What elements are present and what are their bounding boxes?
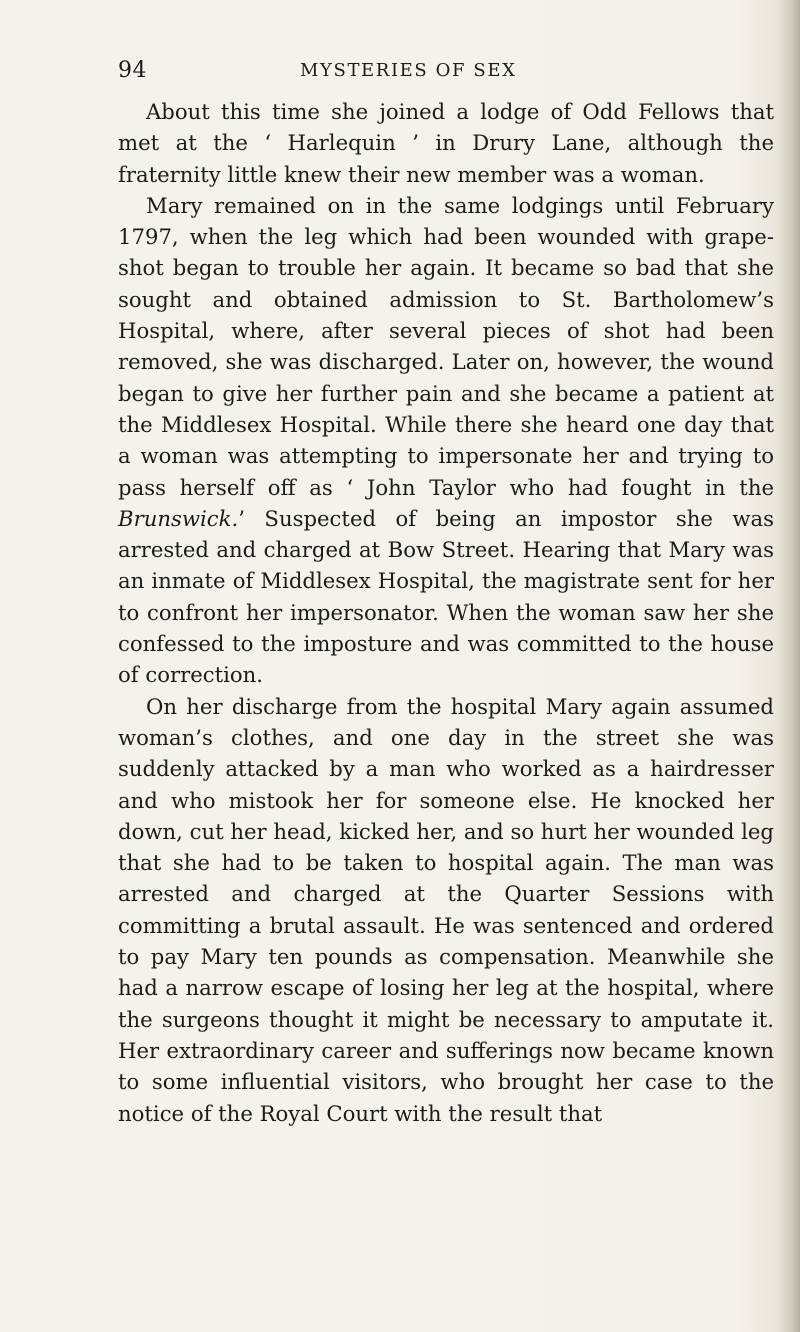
- running-head: MYSTERIES OF SEX: [300, 60, 517, 81]
- page-header: [118, 58, 778, 92]
- paragraph-3: On her discharge from the hospital Mary again assumed woman’s clothes, and one day in the street she was suddenly attacked by a man who worked as a hairdresser and who mistook her for someone else. He knocked her down, cut her head, kicked her, and so hurt her wounded leg that she had to be taken to hospital again. The man was arrested and charged at the Quarter Sessions with committing a brutal assault. He was sentenced and ordered to pay Mary ten pounds as compensation. Meanwhile she had a narrow escape of losing her leg at the hospital, where the surgeons thought it might be necessary to amputate it. Her extraordinary career and sufferings now became known to some influential visitors, who brought her case to the notice of the Royal Court with the result that: [118, 693, 774, 1126]
- page-edge-shadow: [778, 0, 800, 1332]
- page-number: 94: [118, 58, 147, 83]
- paragraph-2-part-b: ’ Suspected of being an impostor she was arrested and charged at Bow Street. Hearing that Mary was an inmate of Middlesex Hospital, the magistrate sent for her to confront her impersonator. When the woman saw her she confessed to the imposture and was committed to the house of correction.: [118, 505, 774, 688]
- body-text: [118, 96, 774, 1129]
- paragraph-2-part-a: Mary remained on in the same lodgings until February 1797, when the leg which had been wounded with grape-shot began to trouble her again. It became so bad that she sought and obtained admission to St. Bartholomew’s Hospital, where, after several pieces of shot had been removed, she was discharged. Later on, however, the wound began to give her further pain and she became a patient at the Middlesex Hospital. While there she heard one day that a woman was attempting to impersonate her and trying to pass herself off as ‘ John Taylor who had fought in the: [118, 192, 774, 500]
- paragraph-1: About this time she joined a lodge of Odd Fellows that met at the ‘ Harlequin ’ in Drury Lane, although the fraternity little knew their new member was a woman.: [118, 99, 774, 187]
- paragraph-2: [118, 190, 774, 691]
- ship-name-italic: Brunswick.: [118, 505, 239, 531]
